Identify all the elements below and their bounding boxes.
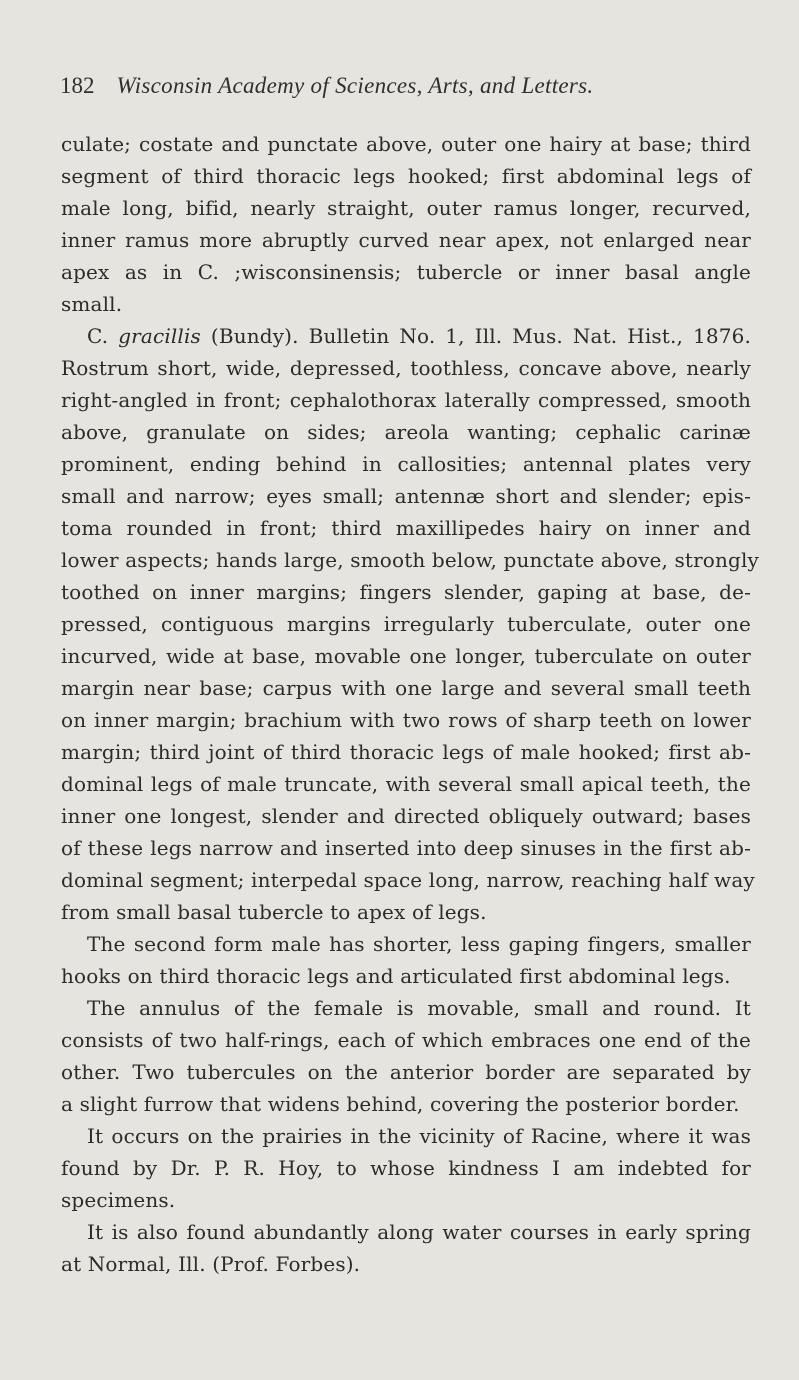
text-line: of these legs narrow and inserted into deep sinuses in the first ab- (61, 836, 751, 860)
text-line: culate; costate and punctate above, outer one hairy at base; third (61, 132, 751, 156)
body-text (61, 128, 759, 1280)
running-header (60, 66, 680, 106)
text-line: segment of third thoracic legs hooked; first abdominal legs of (61, 164, 751, 188)
text-line: dominal legs of male truncate, with several small apical teeth, the (61, 772, 751, 796)
text-line: consists of two half-rings, each of which embraces one end of the (61, 1028, 751, 1052)
text-line: inner ramus more abruptly curved near apex, not enlarged near (61, 228, 751, 252)
text-line: above, granulate on sides; areola wanting; cephalic carinæ (61, 420, 751, 444)
text-line: inner one longest, slender and directed obliquely outward; bases (61, 804, 751, 828)
genus-abbrev: C. (87, 324, 109, 348)
text-line: margin; third joint of third thoracic legs of male hooked; first ab- (61, 740, 751, 764)
text-line: at Normal, Ill. (Prof. Forbes). (61, 1252, 361, 1276)
text-line: small. (61, 292, 123, 316)
text-line: small and narrow; eyes small; antennæ short and slender; epis- (61, 484, 751, 508)
text-line: apex as in C. ;wisconsinensis; tubercle or inner basal angle (61, 260, 751, 284)
text-line: prominent, ending behind in callosities; antennal plates very (61, 452, 751, 476)
text-line: a slight furrow that widens behind, covering the posterior border. (61, 1092, 740, 1116)
text-line: Rostrum short, wide, depressed, toothless, concave above, nearly (61, 356, 751, 380)
text-line: lower aspects; hands large, smooth below, punctate above, strongly (61, 548, 759, 572)
text-line: from small basal tubercle to apex of legs. (61, 900, 487, 924)
text-line: It is also found abundantly along water courses in early spring (87, 1220, 751, 1244)
page-number: 182 (60, 73, 95, 98)
text-line: on inner margin; brachium with two rows of sharp teeth on lower (61, 708, 751, 732)
text-line: toothed on inner margins; fingers slender, gaping at base, de- (61, 580, 751, 604)
text-line: It occurs on the prairies in the vicinity of Racine, where it was (87, 1124, 751, 1148)
text-line: margin near base; carpus with one large and several small teeth (61, 676, 751, 700)
text-line: incurved, wide at base, movable one longer, tuberculate on outer (61, 644, 751, 668)
species-heading-line (61, 320, 751, 352)
text-line: toma rounded in front; third maxillipedes hairy on inner and (61, 516, 751, 540)
text-line: hooks on third thoracic legs and articulated first abdominal legs. (61, 964, 731, 988)
text-line: specimens. (61, 1188, 176, 1212)
running-title: Wisconsin Academy of Sciences, Arts, and Letters. (116, 73, 594, 98)
text-line: found by Dr. P. R. Hoy, to whose kindness I am indebted for (61, 1156, 751, 1180)
text-line: The annulus of the female is movable, small and round. It (87, 996, 751, 1020)
species-citation: (Bundy). Bulletin No. 1, Ill. Mus. Nat. Hist., 1876. (210, 324, 751, 348)
text-line: The second form male has shorter, less gaping fingers, smaller (87, 932, 751, 956)
text-line: other. Two tubercules on the anterior border are separated by (61, 1060, 751, 1084)
text-line: right-angled in front; cephalothorax laterally compressed, smooth (61, 388, 751, 412)
text-line: dominal segment; interpedal space long, narrow, reaching half way (61, 868, 755, 892)
species-epithet: gracillis (118, 324, 201, 348)
text-line: male long, bifid, nearly straight, outer ramus longer, recurved, (61, 196, 751, 220)
text-line: pressed, contiguous margins irregularly tuberculate, outer one (61, 612, 751, 636)
